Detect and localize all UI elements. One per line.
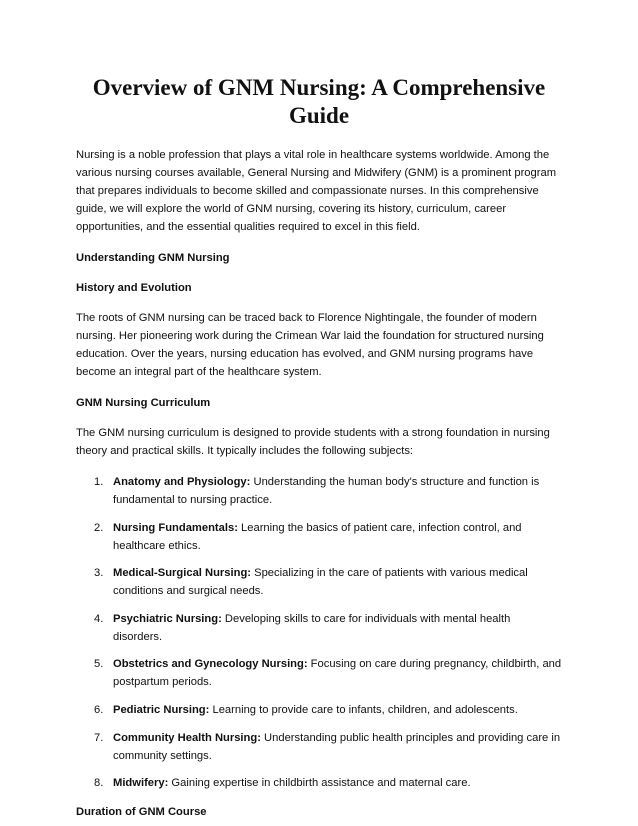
list-item-number: 8. bbox=[94, 777, 104, 790]
list-item-term: Obstetrics and Gynecology Nursing: bbox=[113, 658, 308, 671]
list-item-description: Learning the basics of patient care, infection control, and healthcare ethics. bbox=[113, 521, 522, 552]
list-item bbox=[76, 774, 562, 792]
list-item-number: 4. bbox=[94, 612, 104, 625]
list-item-description: Specializing in the care of patients with various medical conditions and surgical needs. bbox=[113, 567, 528, 598]
list-item-number: 1. bbox=[94, 476, 104, 488]
list-item-number: 6. bbox=[94, 703, 104, 716]
list-item bbox=[76, 473, 562, 509]
list-item-description: Learning to provide care to infants, children, and adolescents. bbox=[209, 703, 518, 716]
document-title: Overview of GNM Nursing: A Comprehensive Guide bbox=[92, 75, 546, 128]
list-item bbox=[76, 519, 562, 555]
subjects-list bbox=[76, 473, 562, 792]
list-item-number: 3. bbox=[94, 567, 104, 580]
list-item-term: Psychiatric Nursing: bbox=[113, 612, 222, 625]
list-item-term: Medical-Surgical Nursing: bbox=[113, 567, 252, 580]
intro-paragraph: Nursing is a noble profession that plays a vital role in healthcare systems worldwide. Among the various nursing courses available, General Nursing and Midwifery (GNM) is a prominent program that prepares individuals to become skilled and compassionate nurses. In this comprehensive guide, we will explore the world of GNM nursing, covering its history, curriculum, career opportunities, and the essential qualities required to excel in this field. bbox=[76, 149, 557, 233]
list-item-description: Developing skills to care for individuals with mental health disorders. bbox=[113, 612, 511, 643]
section-heading-duration: Duration of GNM Course bbox=[76, 806, 207, 819]
list-item-term: Community Health Nursing: bbox=[113, 731, 261, 744]
list-item-number: 7. bbox=[94, 731, 104, 744]
list-item bbox=[76, 564, 562, 600]
list-item-number: 5. bbox=[94, 658, 104, 671]
section-heading-curriculum: GNM Nursing Curriculum bbox=[76, 397, 211, 409]
list-item bbox=[76, 701, 562, 719]
list-item-description: Focusing on care during pregnancy, childbirth, and postpartum periods. bbox=[113, 658, 562, 689]
section-heading-history: History and Evolution bbox=[76, 282, 192, 294]
list-item-term: Anatomy and Physiology: bbox=[113, 476, 251, 488]
list-item-term: Midwifery: bbox=[113, 777, 169, 790]
curriculum-paragraph: The GNM nursing curriculum is designed to provide students with a strong foundation in nursing theory and practical skills. It typically includes the following subjects: bbox=[76, 427, 550, 457]
history-paragraph: The roots of GNM nursing can be traced back to Florence Nightingale, the founder of modern nursing. Her pioneering work during the Crimean War laid the foundation for structured nursing education. Over the years, nursing education has evolved, and GNM nursing programs have become an integral part of the healthcare system. bbox=[76, 312, 544, 378]
section-heading-understanding: Understanding GNM Nursing bbox=[76, 252, 230, 264]
list-item bbox=[76, 655, 562, 691]
list-item bbox=[76, 729, 562, 765]
list-item-description: Gaining expertise in childbirth assistance and maternal care. bbox=[168, 777, 471, 790]
list-item-number: 2. bbox=[94, 521, 104, 534]
list-item-term: Pediatric Nursing: bbox=[113, 703, 210, 716]
list-item bbox=[76, 610, 562, 646]
list-item-term: Nursing Fundamentals: bbox=[113, 521, 238, 534]
list-item-description: Understanding public health principles and providing care in community settings. bbox=[113, 731, 561, 762]
list-item-description: Understanding the human body's structure and function is fundamental to nursing practice. bbox=[113, 476, 540, 506]
